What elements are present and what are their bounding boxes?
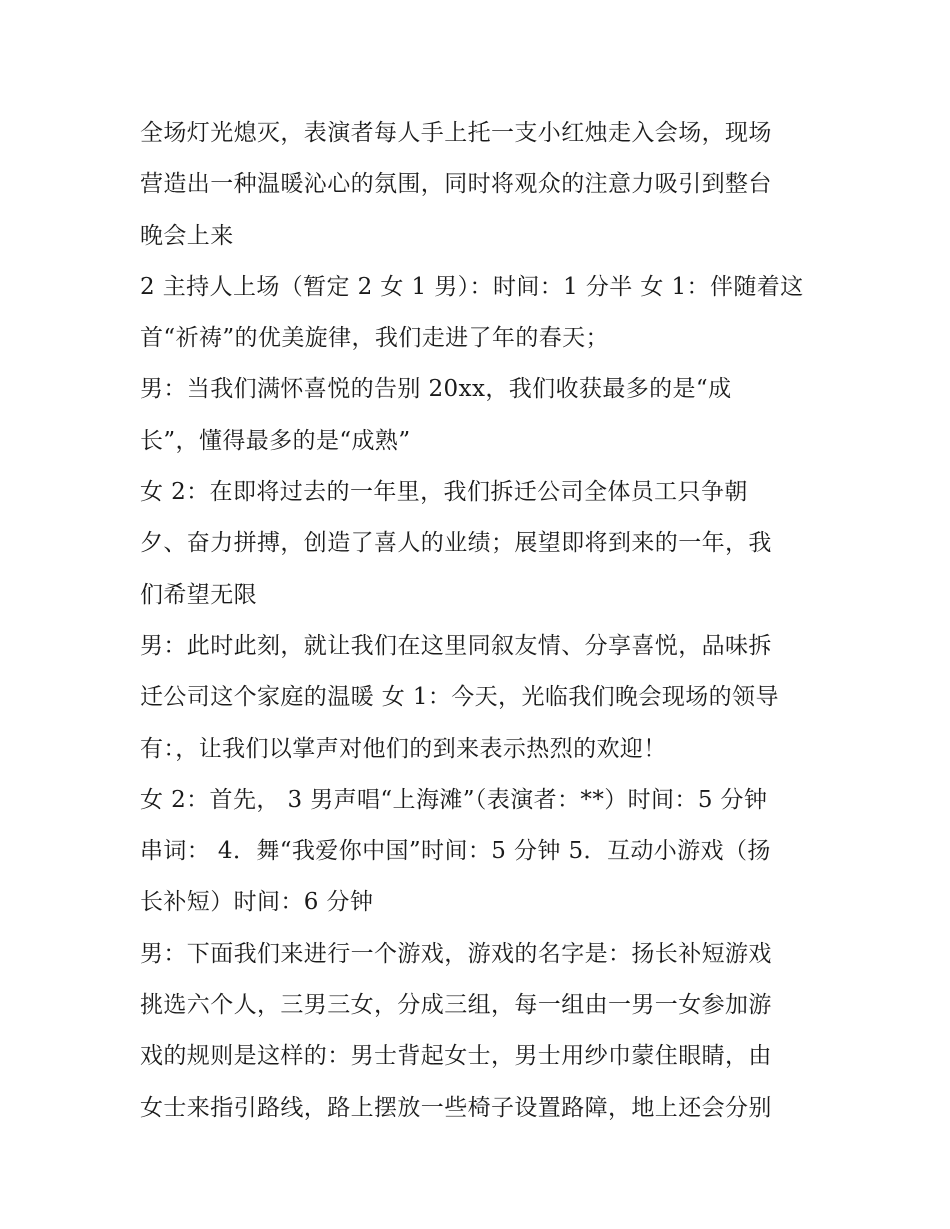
text-line: 营造出一种温暖沁心的氛围，同时将观众的注意力吸引到整台	[140, 171, 772, 198]
text-line: 首“祈祷”的优美旋律，我们走进了年的春天；	[140, 325, 609, 352]
text-line: 女士来指引路线，路上摆放一些椅子设置路障，地上还会分别	[140, 1094, 772, 1121]
text-line: 挑选六个人，三男三女，分成三组，每一组由一男一女参加游	[140, 992, 772, 1019]
text-line: 夕、奋力拼搏，创造了喜人的业绩；展望即将到来的一年，我	[140, 530, 772, 557]
text-line: 女 2：在即将过去的一年里，我们拆迁公司全体员工只争朝	[140, 479, 748, 506]
text-line: 戏的规则是这样的：男士背起女士，男士用纱巾蒙住眼睛，由	[140, 1043, 772, 1070]
text-line: 女 2：首先， 3 男声唱“上海滩”（表演者：**）时间：5 分钟	[140, 786, 768, 813]
text-line: 男：此时此刻，就让我们在这里同叙友情、分享喜悦，品味拆	[140, 632, 772, 659]
text-line: 男：下面我们来进行一个游戏，游戏的名字是：扬长补短游戏	[140, 940, 772, 967]
text-line: 迁公司这个家庭的温暖 女 1：今天，光临我们晚会现场的领导	[140, 684, 779, 711]
text-line: 2 主持人上场（暂定 2 女 1 男）：时间：1 分半 女 1：伴随着这	[140, 273, 804, 300]
body-text	[140, 108, 820, 1134]
text-line: 长补短）时间：6 分钟	[140, 889, 374, 916]
text-line: 有：，让我们以掌声对他们的到来表示热烈的欢迎！	[140, 735, 667, 762]
text-line: 全场灯光熄灭，表演者每人手上托一支小红烛走入会场，现场	[140, 120, 772, 146]
text-line: 长”，懂得最多的是“成熟”	[140, 427, 411, 454]
text-line: 串词： 4．舞“我爱你中国”时间：5 分钟 5．互动小游戏（扬	[140, 838, 771, 865]
text-line: 晚会上来	[140, 222, 234, 249]
text-line: 男：当我们满怀喜悦的告别 20xx，我们收获最多的是“成	[140, 376, 732, 403]
text-line: 们希望无限	[140, 581, 257, 608]
